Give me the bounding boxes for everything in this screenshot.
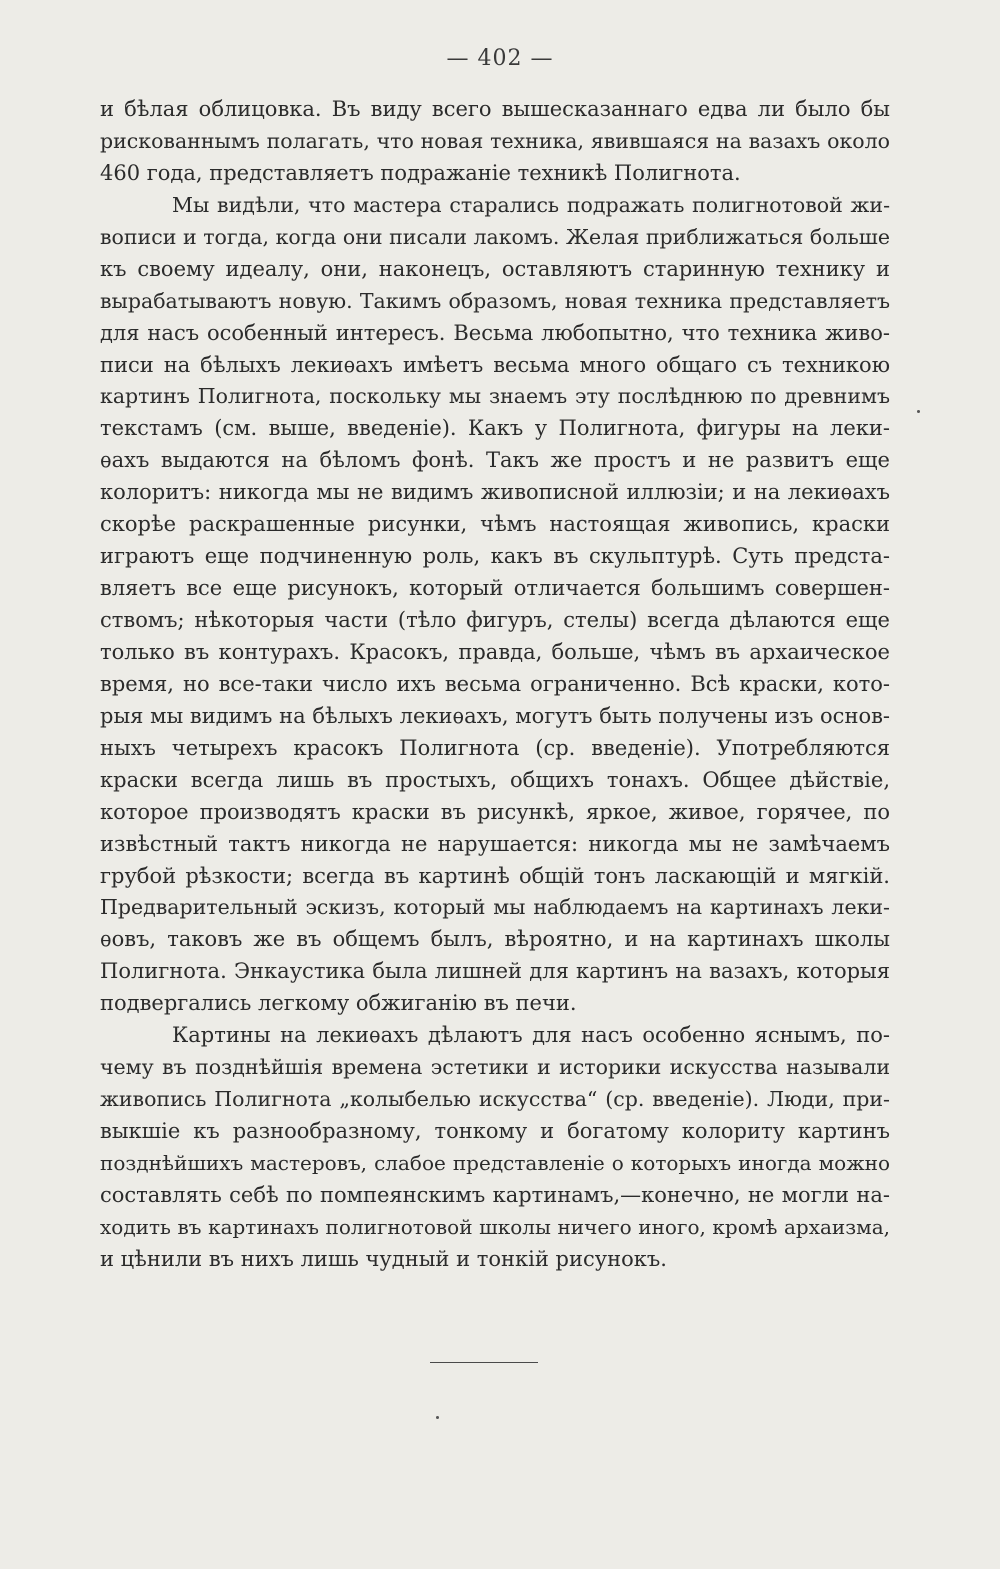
text-line: вырабатываютъ новую. Такимъ образомъ, новая техника представляетъ xyxy=(100,288,890,313)
text-line: ныхъ четырехъ красокъ Полигнота (ср. введеніе). Употребляются xyxy=(100,735,890,760)
text-line: Мы видѣли, что мастера старались подражать полигнотовой жи- xyxy=(172,192,890,217)
text-line: которое производятъ краски въ рисункѣ, яркое, живое, горячее, по xyxy=(100,799,890,824)
text-line: 460 года, представляетъ подражаніе техникѣ Полигнота. xyxy=(100,160,741,185)
text-line: чему въ позднѣйшія времена эстетики и историки искусства называли xyxy=(100,1055,890,1080)
text-line: Картины на лекиѳахъ дѣлаютъ для насъ особенно яснымъ, по- xyxy=(172,1023,890,1048)
text-line: рискованнымъ полагать, что новая техника, явившаяся на вазахъ около xyxy=(100,128,890,153)
section-end-rule xyxy=(430,1362,538,1363)
text-line: время, но все-таки число ихъ весьма ограниченно. Всѣ краски, кото- xyxy=(100,671,890,696)
text-line: ходить въ картинахъ полигнотовой школы ничего иного, кромѣ архаизма, xyxy=(100,1214,890,1239)
text-line: краски всегда лишь въ простыхъ, общихъ тонахъ. Общее дѣйствіе, xyxy=(100,767,890,792)
text-line: и цѣнили въ нихъ лишь чудный и тонкій рисунокъ. xyxy=(100,1246,667,1271)
print-speck xyxy=(917,410,920,413)
paragraph-3 xyxy=(100,1020,890,1276)
body-text xyxy=(100,94,890,1276)
text-line: рыя мы видимъ на бѣлыхъ лекиѳахъ, могутъ быть получены изъ основ- xyxy=(100,703,890,728)
text-line: Полигнота. Энкаустика была лишней для картинъ на вазахъ, которыя xyxy=(100,959,890,984)
text-line: вляетъ все еще рисунокъ, который отличается большимъ совершен- xyxy=(100,576,890,601)
text-line: грубой рѣзкости; всегда въ картинѣ общій тонъ ласкающій и мягкій. xyxy=(100,863,890,888)
text-line: ѳахъ выдаются на бѣломъ фонѣ. Такъ же простъ и не развитъ еще xyxy=(100,448,890,473)
text-line: картинъ Полигнота, поскольку мы знаемъ эту послѣднюю по древнимъ xyxy=(100,384,890,409)
paragraph-1 xyxy=(100,94,890,190)
text-line: вописи и тогда, когда они писали лакомъ. Желая приближаться больше xyxy=(100,224,890,249)
print-speck xyxy=(436,1416,439,1419)
paragraph-2 xyxy=(100,190,890,1020)
text-line: колоритъ: никогда мы не видимъ живописной иллюзіи; и на лекиѳахъ xyxy=(100,480,890,505)
text-line: составлять себѣ по помпеянскимъ картинамъ,—конечно, не могли на- xyxy=(100,1182,890,1207)
page-number: — 402 — xyxy=(446,46,554,71)
text-line: подвергались легкому обжиганію въ печи. xyxy=(100,991,577,1016)
text-line: писи на бѣлыхъ лекиѳахъ имѣетъ весьма много общаго съ техникою xyxy=(100,352,890,377)
text-line: извѣстный тактъ никогда не нарушается: никогда мы не замѣчаемъ xyxy=(100,831,890,856)
text-line: ствомъ; нѣкоторыя части (тѣло фигуръ, стелы) всегда дѣлаются еще xyxy=(100,608,890,632)
text-line: только въ контурахъ. Красокъ, правда, больше, чѣмъ въ архаическое xyxy=(100,639,890,664)
text-line: живопись Полигнота „колыбелью искусства“ (ср. введеніе). Люди, при- xyxy=(100,1087,890,1112)
text-line: выкшіе къ разнообразному, тонкому и богатому колориту картинъ xyxy=(100,1119,890,1143)
text-line: текстамъ (см. выше, введеніе). Какъ у Полигнота, фигуры на леки- xyxy=(100,416,890,441)
text-line: позднѣйшихъ мастеровъ, слабое представленіе о которыхъ иногда можно xyxy=(100,1150,890,1175)
text-line: для насъ особенный интересъ. Весьма любопытно, что техника живо- xyxy=(100,320,890,345)
text-line: ѳовъ, таковъ же въ общемъ былъ, вѣроятно, и на картинахъ школы xyxy=(100,927,890,952)
text-line: къ своему идеалу, они, наконецъ, оставляютъ старинную технику и xyxy=(100,256,890,281)
text-line: скорѣе раскрашенные рисунки, чѣмъ настоящая живопись, краски xyxy=(100,512,890,537)
text-line: играютъ еще подчиненную роль, какъ въ скульптурѣ. Суть предста- xyxy=(100,544,890,569)
text-line: и бѣлая облицовка. Въ виду всего вышесказаннаго едва ли было бы xyxy=(100,97,890,121)
text-line: Предварительный эскизъ, который мы наблюдаемъ на картинахъ леки- xyxy=(100,895,890,920)
